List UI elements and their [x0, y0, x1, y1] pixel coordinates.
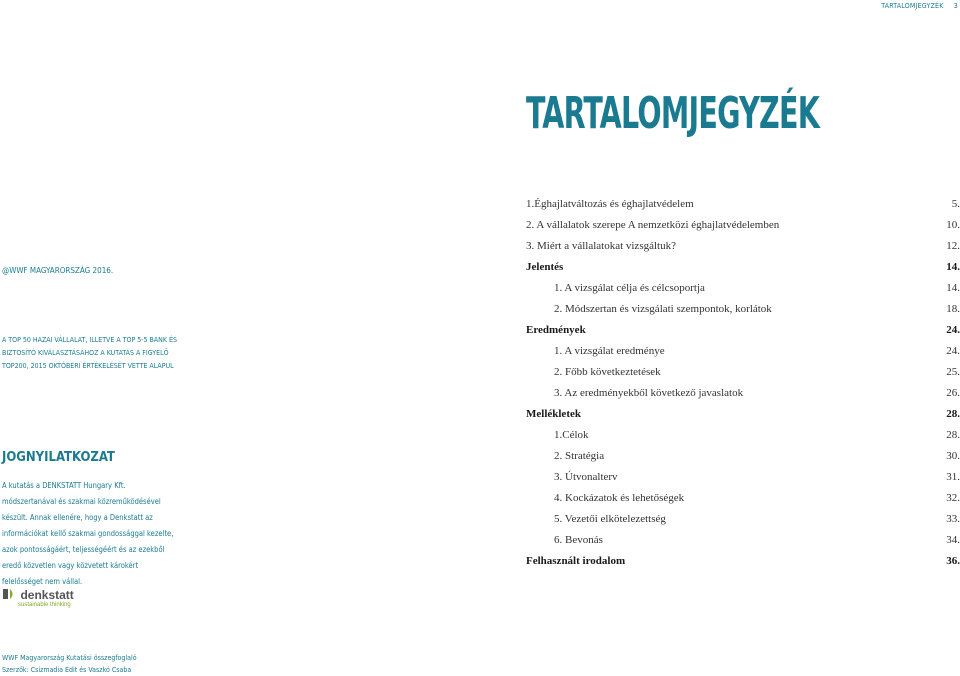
toc-entry-page: 12.: [946, 240, 960, 252]
toc-entry-label: 1. A vizsgálat célja és célcsoportja: [554, 282, 705, 294]
toc-entry-page: 36.: [946, 555, 960, 567]
toc-entry-page: 34.: [946, 534, 960, 546]
toc-entry-page: 28.: [946, 429, 960, 441]
disclaimer-text: A kutatás a DENKSTATT Hungary Kft. módszertanával és szakmai közreműködésével készült. Annak ellenére, hogy a Denkstatt az információkat kellő szakmai gondossággal kezelte, azok pontosságáért, teljességéért és az ezekből eredő közvetlen vagy közvetett károkért felelősséget nem vállal.: [2, 481, 174, 586]
toc-entry[interactable]: [526, 551, 960, 572]
toc-entry[interactable]: [526, 404, 960, 425]
footer-line-1: WWF Magyarország Kutatási összegfoglaló: [2, 654, 137, 662]
toc-entry[interactable]: [526, 488, 960, 509]
toc-entry-label: 2. Főbb következtetések: [554, 366, 661, 378]
denkstatt-mark-icon: [2, 588, 16, 600]
toc-entry[interactable]: [526, 446, 960, 467]
toc-entry-label: Mellékletek: [526, 408, 581, 420]
toc-entry[interactable]: [526, 194, 960, 215]
toc-entry-label: 2. A vállalatok szerepe A nemzetközi éghajlatvédelemben: [526, 219, 780, 231]
research-basis: A TOP 50 HAZAI VÁLLALAT, ILLETVE A TOP 5-5 BANK ÉS BIZTOSÍTÓ KIVÁLASZTÁSÁHOZ A KUTATÁS A FIGYELŐ TOP200, 2015 OKTÓBERI ÉRTÉKELÉSÉT VETTE ALAPUL: [2, 336, 177, 370]
running-header: [881, 2, 958, 10]
toc-entry-label: 1.Éghajlatváltozás és éghajlatvédelem: [526, 198, 694, 210]
toc-entry-page: 5.: [951, 198, 960, 210]
toc-entry-label: 4. Kockázatok és lehetőségek: [554, 492, 685, 504]
toc-entry-label: 3. Útvonalterv: [554, 471, 618, 483]
toc-entry-label: Felhasznált irodalom: [526, 555, 626, 567]
toc-entry-label: 2. Módszertan és vizsgálati szempontok, korlátok: [554, 303, 772, 315]
denkstatt-logo: [2, 586, 74, 608]
toc-entry[interactable]: [526, 425, 960, 446]
toc-entry-page: 31.: [946, 471, 960, 483]
toc-entry[interactable]: [526, 383, 960, 404]
toc-entry-label: 1. A vizsgálat eredménye: [554, 345, 665, 357]
toc-entry-page: 24.: [946, 345, 960, 357]
toc-entry-page: 14.: [946, 261, 960, 273]
toc-entry[interactable]: [526, 509, 960, 530]
footer-line-2: Szerzők: Csizmadia Edit és Vaszkó Csaba: [2, 666, 132, 674]
toc-entry[interactable]: [526, 236, 960, 257]
toc-entry-label: Jelentés: [526, 261, 564, 273]
toc-entry-page: 14.: [946, 282, 960, 294]
toc-entry[interactable]: [526, 278, 960, 299]
toc-entry[interactable]: [526, 320, 960, 341]
page-title: TARTALOMJEGYZÉK: [526, 88, 820, 139]
toc-entry-label: Eredmények: [526, 324, 586, 336]
toc-entry-page: 32.: [946, 492, 960, 504]
copyright: @WWF MAGYARORSZÁG 2016.: [2, 266, 114, 275]
toc-entry[interactable]: [526, 257, 960, 278]
logo-tagline: sustainable thinking: [18, 602, 71, 608]
logo-name: denkstatt: [20, 588, 74, 602]
toc-entry[interactable]: [526, 362, 960, 383]
toc-entry[interactable]: [526, 341, 960, 362]
toc-entry-page: 28.: [946, 408, 960, 420]
toc-entry-page: 33.: [946, 513, 960, 525]
table-of-contents: [526, 194, 960, 572]
toc-entry-page: 18.: [946, 303, 960, 315]
running-header-label: TARTALOMJEGYZÉK: [881, 2, 944, 10]
toc-entry[interactable]: [526, 299, 960, 320]
toc-entry-page: 10.: [946, 219, 960, 231]
toc-entry-label: 1.Célok: [554, 429, 589, 441]
toc-entry-page: 26.: [946, 387, 960, 399]
toc-entry-page: 25.: [946, 366, 960, 378]
toc-entry[interactable]: [526, 467, 960, 488]
toc-entry[interactable]: [526, 215, 960, 236]
toc-entry-page: 30.: [946, 450, 960, 462]
toc-entry-page: 24.: [946, 324, 960, 336]
footer: [2, 652, 137, 676]
toc-entry-label: 3. Az eredményekből következő javaslatok: [554, 387, 744, 399]
toc-entry-label: 5. Vezetői elkötelezettség: [554, 513, 666, 525]
disclaimer-title: JOGNYILATKOZAT: [2, 450, 115, 465]
toc-entry-label: 6. Bevonás: [554, 534, 603, 546]
toc-entry-label: 3. Miért a vállalatokat vizsgáltuk?: [526, 240, 676, 252]
toc-entry-label: 2. Stratégia: [554, 450, 605, 462]
toc-entry[interactable]: [526, 530, 960, 551]
page-number: 3: [953, 2, 958, 10]
